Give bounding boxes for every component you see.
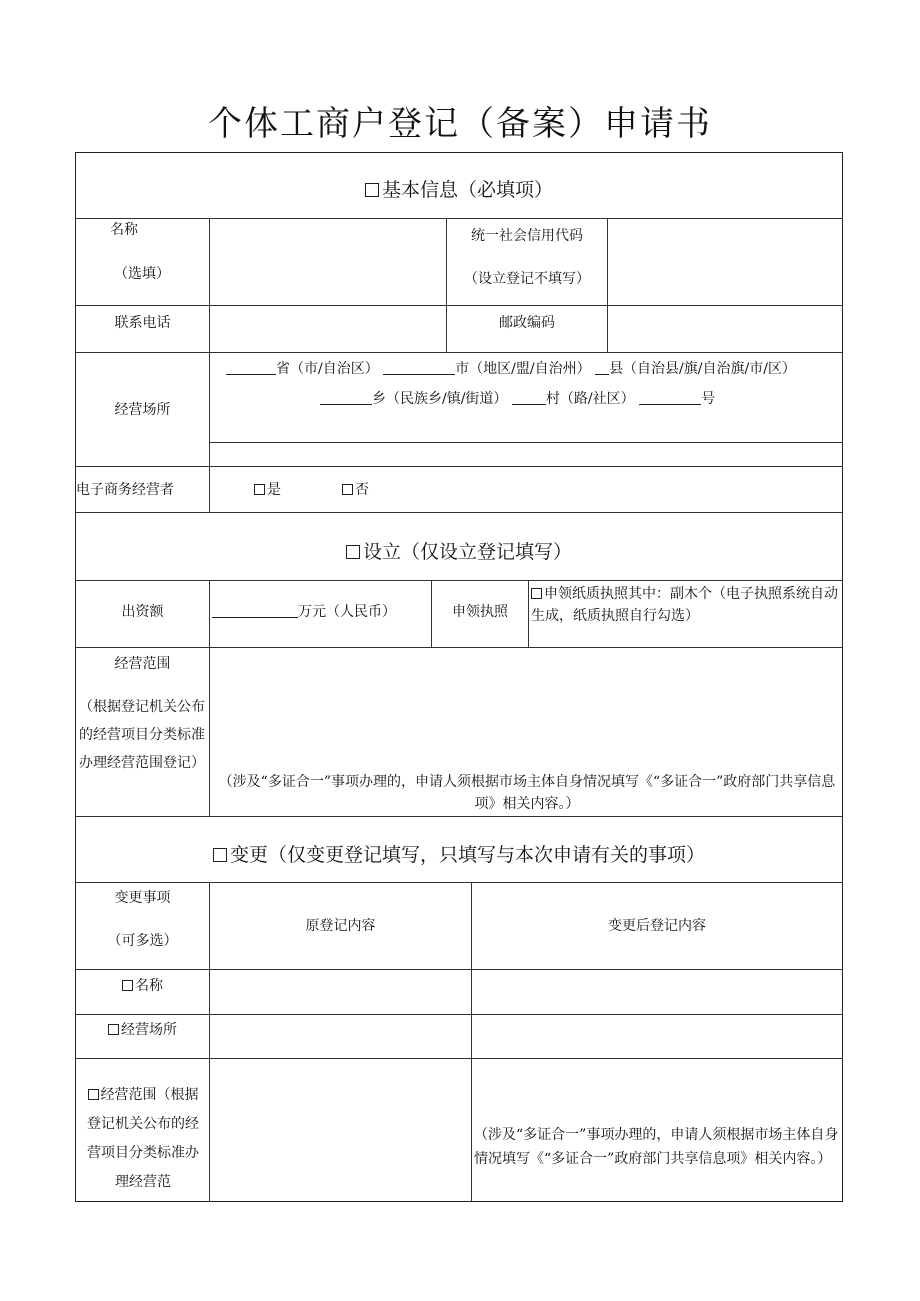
- checkbox-change-name[interactable]: [122, 980, 133, 991]
- original-content-header: 原登记内容: [305, 918, 376, 934]
- establish-heading-text: 设立（仅设立登记填写）: [362, 541, 572, 563]
- license-option[interactable]: 申领纸质执照其中：副木个（电子执照系统自动生成，纸质执照自行勾选）: [531, 586, 838, 624]
- credit-code-hint: （设立登记不填写）: [464, 271, 590, 287]
- ecommerce-no-option[interactable]: 否: [342, 479, 369, 501]
- application-form: [75, 152, 843, 1202]
- basic-info-heading: [76, 175, 842, 202]
- scope-label: 经营范围: [114, 656, 171, 672]
- checkbox-change-scope[interactable]: [88, 1089, 99, 1100]
- new-content-header: 变更后登记内容: [608, 918, 706, 934]
- change-items-hint: （可多选）: [107, 933, 178, 949]
- address-label: 经营场所: [114, 402, 171, 418]
- checkbox-change[interactable]: [213, 848, 227, 862]
- capital-input[interactable]: 万元（人民币）: [212, 601, 396, 623]
- change-heading: [76, 840, 842, 867]
- checkbox-change-address[interactable]: [108, 1024, 119, 1035]
- credit-code-label: 统一社会信用代码: [471, 228, 583, 244]
- phone-input[interactable]: [210, 306, 446, 351]
- license-label: 申领执照: [452, 604, 508, 620]
- establish-heading: [76, 537, 842, 564]
- credit-code-input[interactable]: [608, 219, 842, 305]
- checkbox-paper-license[interactable]: [531, 588, 542, 599]
- change-scope-option[interactable]: 经营范围（根据登记机关公布的经营项目分类标准办理经营范: [87, 1087, 199, 1190]
- checkbox-basic[interactable]: [365, 183, 379, 197]
- name-hint: （选填）: [114, 266, 170, 282]
- capital-label: 出资额: [121, 604, 164, 620]
- change-items-label: 变更事项: [114, 890, 171, 906]
- change-address-option[interactable]: 经营场所: [76, 1019, 209, 1041]
- scope-input[interactable]: [210, 648, 842, 768]
- change-address-new-input[interactable]: [472, 1015, 842, 1058]
- change-heading-text: 变更（仅变更登记填写，只填写与本次申请有关的事项）: [229, 844, 705, 866]
- change-name-new-input[interactable]: [472, 970, 842, 1013]
- checkbox-yes[interactable]: [254, 484, 265, 495]
- scope-hint: （根据登记机关公布的经营项目分类标准办理经营范围登记）: [79, 699, 205, 771]
- change-name-original-input[interactable]: [210, 970, 471, 1013]
- ecommerce-label: 电子商务经营者: [76, 482, 174, 498]
- address-line-2[interactable]: 乡（民族乡/镇/街道） 村（路/社区） 号: [320, 388, 715, 410]
- phone-label: 联系电话: [114, 315, 171, 331]
- change-address-original-input[interactable]: [210, 1015, 471, 1058]
- form-title: 个体工商户登记（备案）申请书: [208, 104, 712, 144]
- checkbox-no[interactable]: [342, 484, 353, 495]
- name-label: 名称: [110, 222, 138, 238]
- address-line-1[interactable]: 省（市/自治区） 市（地区/盟/自治州） 县（自治县/旗/自治旗/市/区）: [226, 358, 796, 380]
- basic-heading-text: 基本信息（必填项）: [381, 179, 553, 201]
- scope-note: （涉及“多证合一”事项办理的，申请人须根据市场主体自身情况填写《“多证合一”政府部门共享信息项》相关内容。）: [218, 774, 836, 812]
- name-input[interactable]: [210, 219, 446, 305]
- postcode-input[interactable]: [608, 306, 842, 351]
- change-scope-note: （涉及“多证合一”事项办理的，申请人须根据市场主体自身情况填写《“多证合一”政府部门共享信息项》相关内容。）: [474, 1127, 839, 1167]
- change-scope-original-input[interactable]: [210, 1059, 471, 1201]
- postcode-label: 邮政编码: [499, 315, 555, 331]
- change-name-option[interactable]: 名称: [76, 975, 209, 997]
- ecommerce-yes-option[interactable]: 是: [254, 479, 281, 501]
- checkbox-establish[interactable]: [346, 545, 360, 559]
